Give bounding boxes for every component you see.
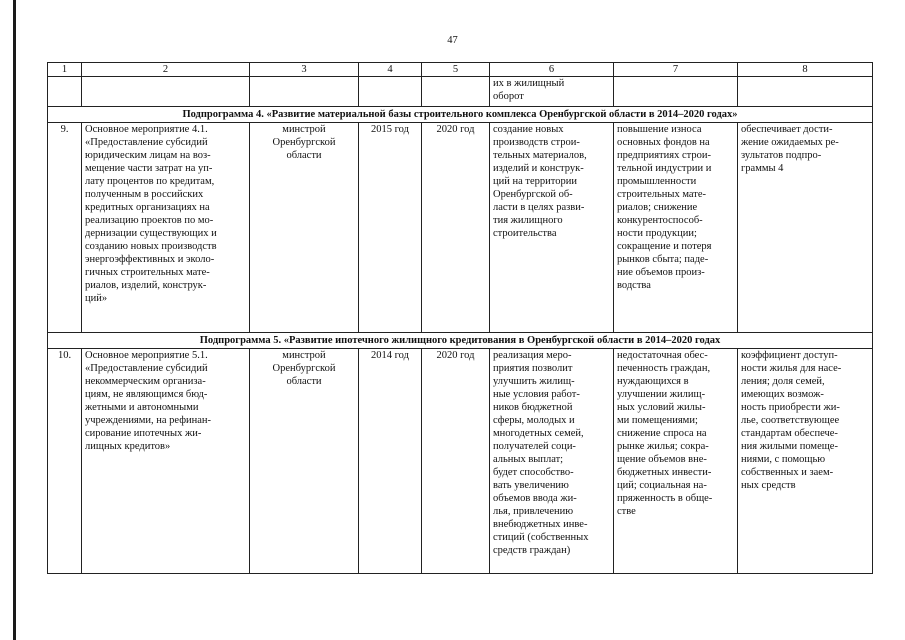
column-header: 3 xyxy=(250,63,359,77)
column-header: 6 xyxy=(490,63,614,77)
executor-cell: минстрой Оренбургской области xyxy=(250,123,359,333)
activity-cell: Основное мероприятие 4.1. «Предоставление субсидий юридическим лицам на воз- мещение части затрат на уп- лату процентов по кредитам, полученным в российских кредитных организациях на реализацию проектов по мо- дернизации существующих и созданию новых производств энергоэффективных и эколо- гичных строительных мате- риалов, изделий, конструк- ций» xyxy=(82,123,250,333)
subprogram-5-heading-row xyxy=(48,333,873,349)
end-year-cell: 2020 год xyxy=(422,123,490,333)
table-cell xyxy=(422,77,490,107)
row-number: 9. xyxy=(48,123,82,333)
measures-table xyxy=(47,62,873,574)
column-header: 4 xyxy=(359,63,422,77)
subprogram-4-title: Подпрограмма 4. «Развитие материальной базы строительного комплекса Оренбургской области в 2014–2020 годах» xyxy=(48,107,873,123)
consequences-cell: повышение износа основных фондов на предприятиях строи- тельной индустрии и промышленности строительных мате- риалов; снижение конкурентоспособ- ности продукции; сокращение и потеря рынков сбыта; паде- ние объемов произ- водства xyxy=(614,123,738,333)
start-year-cell: 2014 год xyxy=(359,349,422,574)
column-header: 8 xyxy=(738,63,873,77)
column-header: 1 xyxy=(48,63,82,77)
expected-result-cell: реализация меро- приятия позволит улучшить жилищ- ные условия работ- ников бюджетной сферы, молодых и многодетных семей, получателей соци- альных выплат; будет способство- вать увеличению объемов ввода жи- лья, привлечению внебюджетных инве- стиций (собственных средств граждан) xyxy=(490,349,614,574)
expected-result-cell: создание новых производств строи- тельных материалов, изделий и конструк- ций на территории Оренбургской об- ласти в целях разви- тия жилищного строительства xyxy=(490,123,614,333)
column-header: 7 xyxy=(614,63,738,77)
table-cell xyxy=(48,77,82,107)
column-number-row xyxy=(48,63,873,77)
table-cell xyxy=(359,77,422,107)
subprogram-4-heading-row xyxy=(48,107,873,123)
table-cell xyxy=(250,77,359,107)
table-cell xyxy=(614,77,738,107)
start-year-cell: 2015 год xyxy=(359,123,422,333)
consequences-cell: недостаточная обес- печенность граждан, нуждающихся в улучшении жилищ- ных условий жилы- ми помещениями; снижение спроса на рынке жилья; сокра- щение объемов вне- бюджетных инвести- ций; социальная на- пряженность в обще- стве xyxy=(614,349,738,574)
indicators-cell: обеспечивает дости- жение ожидаемых ре- зультатов подпро- граммы 4 xyxy=(738,123,873,333)
end-year-cell: 2020 год xyxy=(422,349,490,574)
indicators-cell: коэффициент доступ- ности жилья для насе- ления; доля семей, имеющих возмож- ность приобрести жи- лье, соответствующее стандартам обеспече- ния жилыми помеще- ниями, с помощью собственных и заем- ных средств xyxy=(738,349,873,574)
row-number: 10. xyxy=(48,349,82,574)
table-cell xyxy=(82,77,250,107)
table-cell xyxy=(738,77,873,107)
measure-row-10 xyxy=(48,349,873,574)
binding-line xyxy=(13,0,16,640)
column-header: 2 xyxy=(82,63,250,77)
continuation-result-cell: их в жилищный оборот xyxy=(490,77,614,107)
page-number: 47 xyxy=(447,35,458,46)
subprogram-5-title: Подпрограмма 5. «Развитие ипотечного жилищного кредитования в Оренбургской области в 2014–2020 годах xyxy=(48,333,873,349)
executor-cell: минстрой Оренбургской области xyxy=(250,349,359,574)
continuation-row xyxy=(48,77,873,107)
measure-row-9 xyxy=(48,123,873,333)
column-header: 5 xyxy=(422,63,490,77)
activity-cell: Основное мероприятие 5.1. «Предоставление субсидий некоммерческим организа- циям, не являющимся бюд- жетными и автономными учреждениями, на рефинан- сирование ипотечных жи- лищных кредитов» xyxy=(82,349,250,574)
